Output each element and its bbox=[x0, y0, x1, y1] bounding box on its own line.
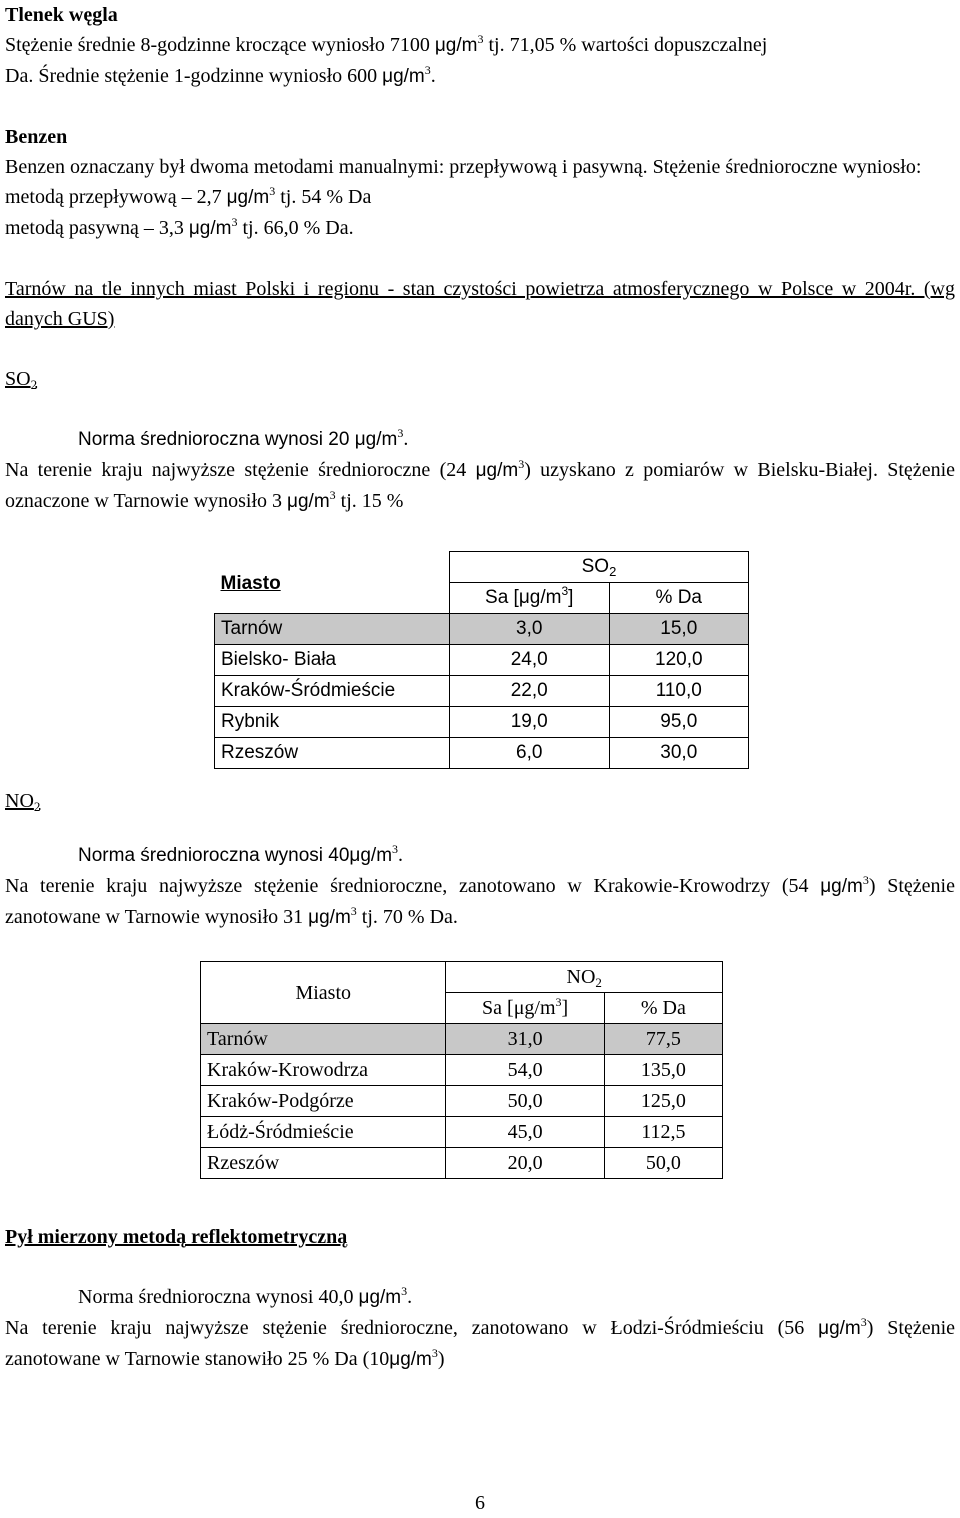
so2-table-group-header: $SO_2$ bbox=[449, 552, 748, 583]
no2-table bbox=[200, 961, 723, 1179]
no2-heading: $NO_2$ bbox=[5, 790, 41, 814]
table-row: Łódż-Śródmieście 45,0 112,5 bbox=[201, 1117, 723, 1148]
co-line-1: Stężenie średnie 8-godzinne kroczące wyniosło 7100 $\mu g/m^3$ tj. 71,05 % wartości dopuszczalnej bbox=[5, 32, 768, 56]
benzene-heading: Benzen bbox=[5, 126, 68, 148]
co-heading: Tlenek węgla bbox=[5, 4, 118, 26]
table-row: Tarnów 31,0 77,5 bbox=[201, 1024, 723, 1055]
table-row: Tarnów 3,0 15,0 bbox=[215, 614, 749, 645]
table-row: Rzeszów 20,0 50,0 bbox=[201, 1148, 723, 1179]
so2-table-city-header: Miasto bbox=[215, 552, 450, 614]
section-intro: Tarnów na tle innych miast Polski i regionu - stan czystości powietrza atmosferycznego w Polsce w 2004r. (wg danych GUS) bbox=[5, 278, 955, 330]
dust-section bbox=[5, 1222, 955, 1375]
no2-table-sa-header: Sa $[\mu g/m^3]$ bbox=[446, 993, 604, 1024]
table-row: Bielsko- Biała 24,0 120,0 bbox=[215, 645, 749, 676]
no2-paragraph: Na terenie kraju najwyższe stężenie średnioroczne, zanotowano w Krakowie-Krowodrzy (54 $\mu g/m^3$) Stężenie zanotowane w Tarnowie wynosiło 31 $\mu g/m^3$ tj. 70 % Da. bbox=[5, 873, 955, 928]
so2-table bbox=[214, 551, 749, 769]
no2-table-pct-header: % Da bbox=[604, 993, 722, 1024]
dust-paragraph: Na terenie kraju najwyższe stężenie średnioroczne, zanotowano w Łodzi-Śródmieściu (56 $\mu g/m^3$) Stężenie zanotowane w Tarnowie stanowiło 25 % Da $(10\mu g/m^3)$ bbox=[5, 1315, 956, 1370]
table-row: Rybnik 19,0 95,0 bbox=[215, 707, 749, 738]
benzene-method-1: metodą przepływową – 2,7 $\mu g/m^3$ tj. 54 % Da bbox=[5, 184, 372, 208]
so2-table-sa-header: Sa $[\mu g/m^3]$ bbox=[449, 583, 609, 614]
so2-table-pct-header: % Da bbox=[609, 583, 748, 614]
document-page bbox=[5, 0, 956, 1370]
no2-norm: Norma średnioroczna wynosi $40\mu g/m^3$. bbox=[78, 842, 404, 866]
benzene-method-2: metodą pasywną – 3,3 $\mu g/m^3$ tj. 66,0 % Da. bbox=[5, 215, 354, 239]
table-row: Kraków-Śródmieście 22,0 110,0 bbox=[215, 676, 749, 707]
dust-norm: Norma średnioroczna wynosi 40,0 $\mu g/m^3$. bbox=[78, 1284, 413, 1308]
no2-section bbox=[5, 840, 955, 933]
so2-paragraph: Na terenie kraju najwyższe stężenie średnioroczne (24 $\mu g/m^3$) uzyskano z pomiarów w Bielsku-Białej. Stężenie oznaczone w Tarnowie wynosiło 3 $\mu g/m^3$ tj. 15 % bbox=[5, 457, 955, 512]
no2-table-group-header: $NO_2$ bbox=[446, 962, 723, 993]
so2-heading: $SO_2$ bbox=[5, 368, 38, 392]
table-row: Rzeszów 6,0 30,0 bbox=[215, 738, 749, 769]
page-number: 6 bbox=[475, 1492, 485, 1514]
co-line-2: Da. Średnie stężenie 1-godzinne wyniosło 600 $\mu g/m^3$. bbox=[5, 63, 436, 87]
table-row: Kraków-Krowodrza 54,0 135,0 bbox=[201, 1055, 723, 1086]
dust-heading: Pył mierzony metodą reflektometryczną bbox=[5, 1226, 348, 1248]
table-row: Kraków-Podgórze 50,0 125,0 bbox=[201, 1086, 723, 1117]
so2-norm: Norma średnioroczna wynosi 20 $\mu g/m^3$. bbox=[78, 426, 409, 450]
no2-table-city-header: Miasto bbox=[201, 962, 446, 1024]
benzene-paragraph: Benzen oznaczany był dwoma metodami manualnymi: przepływową i pasywną. Stężenie średnioroczne wyniosło: bbox=[5, 156, 922, 178]
